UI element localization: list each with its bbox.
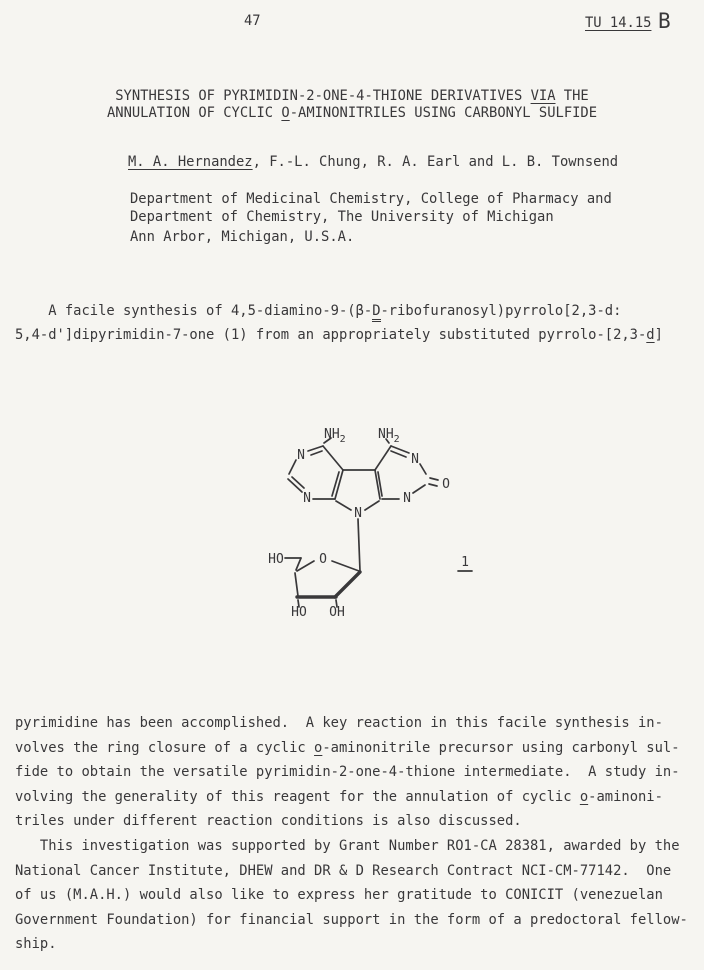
title-line: SYNTHESIS OF PYRIMIDIN-2-ONE-4-THIONE DERIVATIVES VIA THE — [115, 88, 589, 104]
nitrogen-label: N — [411, 452, 419, 467]
compound-number — [458, 555, 472, 571]
session-code: TU 14.15 — [585, 15, 652, 31]
text-line: 5,4-d']dipyrimidin-7-one (1) from an appropriately substituted pyrrolo-[2,3-d] — [15, 327, 663, 343]
affiliation-line: Department of Medicinal Chemistry, College of Pharmacy and — [130, 191, 612, 207]
text-line: triles under different reaction conditions is also discussed. — [15, 813, 522, 830]
nitrogen-label: N — [403, 491, 411, 506]
text-line: National Cancer Institute, DHEW and DR & D Research Contract NCI-CM-77142. One — [15, 862, 672, 879]
atom-labels — [268, 427, 450, 620]
text-line: volves the ring closure of a cyclic o-aminonitrile precursor using carbonyl sul- — [15, 739, 680, 756]
session-letter: B — [658, 9, 671, 33]
author-list: M. A. Hernandez, F.-L. Chung, R. A. Earl and L. B. Townsend — [128, 154, 619, 170]
text-line: ship. — [15, 936, 57, 953]
hydroxyl-label: HO — [268, 552, 284, 567]
oxygen-label: O — [442, 477, 450, 492]
svg-text:1: 1 — [461, 555, 469, 570]
hydroxyl-label: HO — [291, 605, 307, 620]
abstract-intro-paragraph — [15, 299, 663, 347]
text-line: fide to obtain the versatile pyrimidin-2-one-4-thione intermediate. A study in- — [15, 764, 680, 781]
right-pyrimidine-ring — [375, 439, 438, 499]
title-line: ANNULATION OF CYCLIC O-AMINONITRILES USING CARBONYL SULFIDE — [106, 104, 598, 121]
page-number: 47 — [244, 13, 261, 29]
hydroxyl-label: OH — [329, 605, 345, 620]
text-line: Government Foundation) for financial support in the form of a predoctoral fellow- — [15, 911, 688, 928]
amine-label: $NH_2$ — [378, 427, 400, 445]
nitrogen-label: N — [303, 491, 311, 506]
text-line: This investigation was supported by Grant Number RO1-CA 28381, awarded by the — [15, 837, 680, 854]
ring-oxygen-label: O — [319, 552, 327, 567]
text-line: pyrimidine has been accomplished. A key reaction in this facile synthesis in- — [15, 715, 663, 731]
abstract-body-paragraphs — [15, 711, 688, 957]
amine-label: $NH_2$ — [324, 427, 346, 445]
text-line: of us (M.A.H.) would also like to express her gratitude to CONICIT (venezuelan — [15, 887, 663, 904]
affiliation-city: Ann Arbor, Michigan, U.S.A. — [130, 229, 355, 245]
text-line: A facile synthesis of 4,5-diamino-9-(β-D-ribofuranosyl)pyrrolo[2,3-d: — [15, 299, 663, 323]
text-line: volving the generality of this reagent for the annulation of cyclic o-aminoni- — [15, 788, 663, 805]
paper-title — [0, 88, 704, 122]
affiliation-line: Department of Chemistry, The University of Michigan — [130, 209, 554, 225]
nitrogen-label: N — [297, 448, 305, 463]
chemical-structure-figure — [180, 400, 500, 650]
nitrogen-label: N — [354, 506, 362, 521]
affiliation — [130, 190, 612, 226]
